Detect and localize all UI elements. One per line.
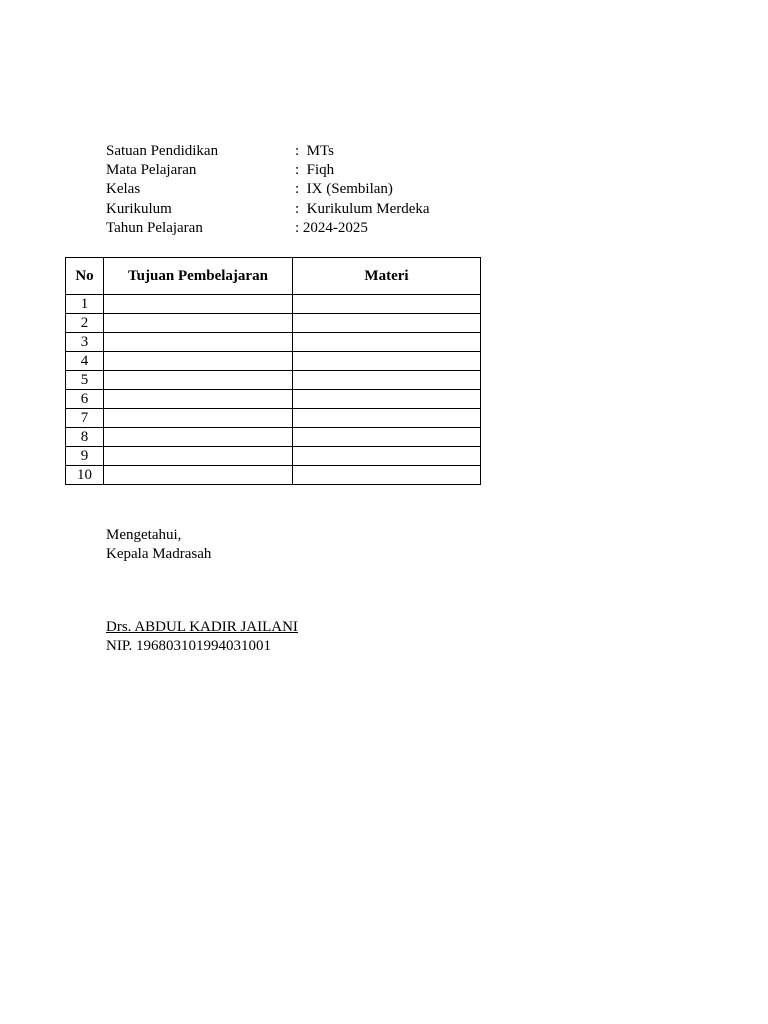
- cell-no: 9: [66, 447, 104, 466]
- header-no: No: [66, 258, 104, 295]
- signer-nip: NIP. 196803101994031001: [106, 638, 272, 654]
- cell-tujuan: [104, 371, 293, 390]
- signature-block: [106, 526, 298, 656]
- cell-materi: [293, 371, 481, 390]
- info-label: Mata Pelajaran: [106, 162, 197, 179]
- info-value: : IX (Sembilan): [295, 181, 393, 198]
- cell-no: 3: [66, 333, 104, 352]
- table-row: [66, 409, 481, 428]
- cell-materi: [293, 295, 481, 314]
- table-row: [66, 295, 481, 314]
- info-row-tahun: [106, 219, 430, 238]
- cell-no: 5: [66, 371, 104, 390]
- info-label: Kelas: [106, 181, 141, 198]
- cell-tujuan: [104, 428, 293, 447]
- cell-no: 1: [66, 295, 104, 314]
- cell-tujuan: [104, 409, 293, 428]
- cell-tujuan: [104, 390, 293, 409]
- signer-name: Drs. ABDUL KADIR JAILANI: [106, 619, 298, 635]
- info-row-kelas: [106, 180, 430, 199]
- info-value: : MTs: [295, 143, 334, 159]
- cell-no: 10: [66, 466, 104, 485]
- table-row: [66, 371, 481, 390]
- cell-tujuan: [104, 466, 293, 485]
- info-value: : Kurikulum Merdeka: [295, 200, 430, 217]
- document-info: [106, 142, 430, 238]
- cell-tujuan: [104, 447, 293, 466]
- cell-materi: [293, 409, 481, 428]
- signer-role: Kepala Madrasah: [106, 546, 212, 562]
- cell-materi: [293, 466, 481, 485]
- info-value: : Fiqh: [295, 162, 335, 179]
- cell-tujuan: [104, 333, 293, 352]
- cell-materi: [293, 333, 481, 352]
- cell-no: 8: [66, 428, 104, 447]
- table-row: [66, 314, 481, 333]
- cell-no: 4: [66, 352, 104, 371]
- info-label: Satuan Pendidikan: [106, 143, 219, 159]
- info-row-satuan: [106, 142, 430, 161]
- info-label: Kurikulum: [106, 200, 172, 217]
- cell-materi: [293, 352, 481, 371]
- table-row: [66, 466, 481, 485]
- info-row-kurikulum: [106, 200, 430, 219]
- cell-materi: [293, 390, 481, 409]
- cell-no: 7: [66, 409, 104, 428]
- info-label: Tahun Pelajaran: [106, 219, 203, 236]
- cell-no: 6: [66, 390, 104, 409]
- header-materi: Materi: [293, 258, 481, 295]
- cell-materi: [293, 314, 481, 333]
- acknowledge-text: Mengetahui,: [106, 527, 182, 543]
- table-row: [66, 447, 481, 466]
- table-header-row: [66, 258, 481, 295]
- cell-materi: [293, 428, 481, 447]
- table-row: [66, 390, 481, 409]
- cell-tujuan: [104, 295, 293, 314]
- cell-tujuan: [104, 352, 293, 371]
- tujuan-pembelajaran-table: [65, 257, 481, 485]
- cell-materi: [293, 447, 481, 466]
- cell-tujuan: [104, 314, 293, 333]
- table-row: [66, 333, 481, 352]
- header-tujuan: Tujuan Pembelajaran: [104, 258, 293, 295]
- table-row: [66, 352, 481, 371]
- info-value: : 2024-2025: [295, 219, 368, 236]
- table-row: [66, 428, 481, 447]
- cell-no: 2: [66, 314, 104, 333]
- info-row-mapel: [106, 161, 430, 180]
